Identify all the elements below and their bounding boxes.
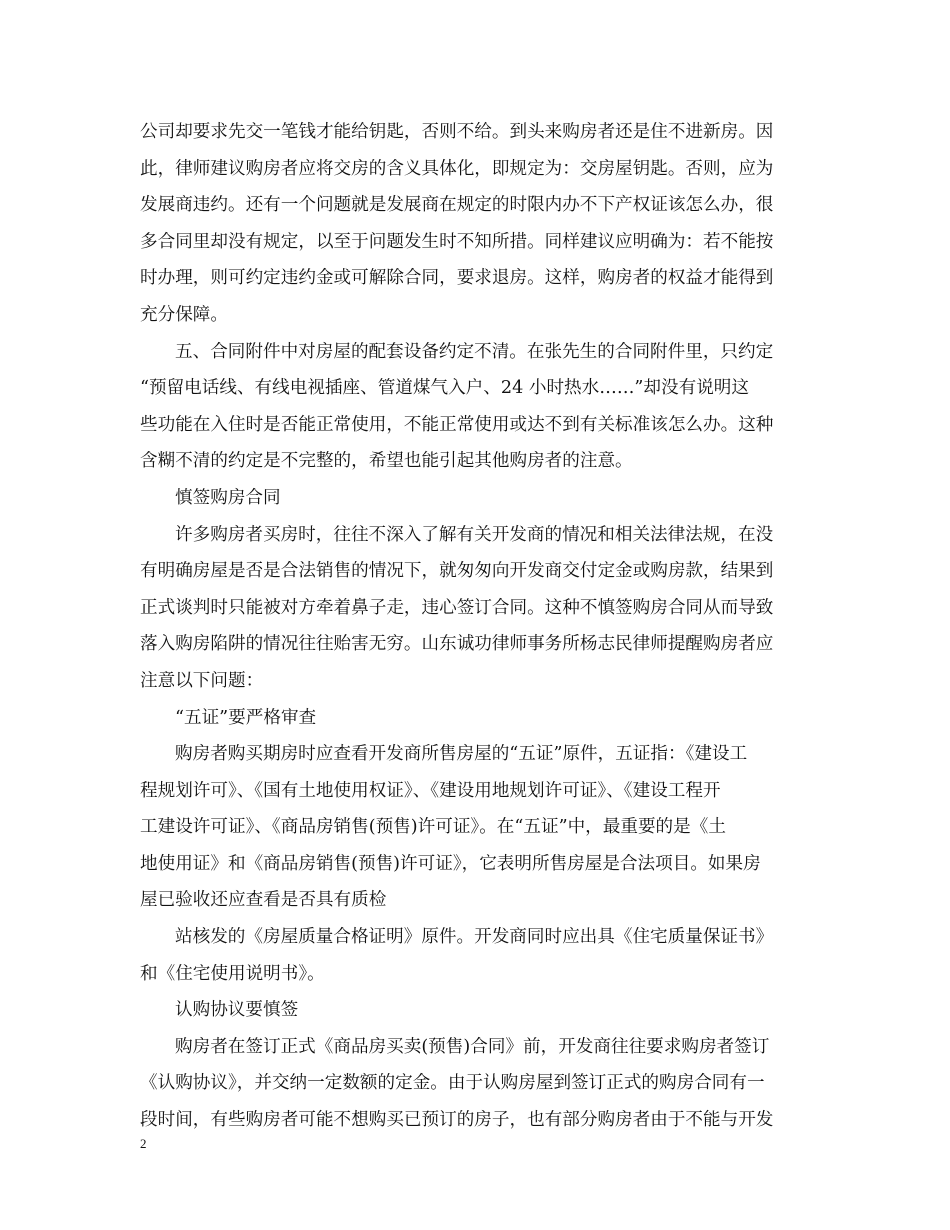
text-line: 落入购房陷阱的情况往往贻害无穷。山东诚功律师事务所杨志民律师提醒购房者应: [140, 634, 774, 655]
text-line: 含糊不清的约定是不完整的，希望也能引起其他购房者的注意。: [140, 451, 633, 472]
text-line: 五、合同附件中对房屋的配套设备约定不清。在张先生的合同附件里，只约定: [175, 341, 774, 362]
text-line: “预留电话线、有线电视插座、管道煤气入户、24 小时热水……”却没有说明这: [140, 378, 749, 399]
text-line: 时办理，则可约定违约金或可解除合同，要求退房。这样，购房者的权益才能得到: [140, 268, 774, 289]
text-line: “五证”要严格审查: [175, 707, 317, 728]
text-line: 有明确房屋是否是合法销售的情况下，就匆匆向开发商交付定金或购房款，结果到: [140, 561, 774, 582]
text-line: 购房者在签订正式《商品房买卖(预售)合同》前，开发商往往要求购房者签订: [175, 1036, 770, 1057]
text-line: 程规划许可》、《国有土地使用权证》、《建设用地规划许可证》、《建设工程开: [140, 780, 721, 801]
text-line: 慎签购房合同: [175, 487, 281, 508]
page-number: 2: [140, 1136, 147, 1151]
text-line: 此，律师建议购房者应将交房的含义具体化，即规定为：交房屋钥匙。否则，应为: [140, 158, 774, 179]
text-line: 公司却要求先交一笔钱才能给钥匙，否则不给。到头来购房者还是住不进新房。因: [140, 122, 774, 142]
text-line: 充分保障。: [140, 304, 228, 325]
text-line: 正式谈判时只能被对方牵着鼻子走，违心签订合同。这种不慎签购房合同从而导致: [140, 597, 774, 618]
text-line: 多合同里却没有规定，以至于问题发生时不知所措。同样建议应明确为：若不能按: [140, 231, 774, 252]
text-line: 发展商违约。还有一个问题就是发展商在规定的时限内办不下产权证该怎么办，很: [140, 195, 774, 216]
body-text: [140, 114, 812, 1139]
text-line: 注意以下问题：: [140, 670, 264, 691]
text-line: 地使用证》和《商品房销售(预售)许可证》，它表明所售房屋是合法项目。如果房: [140, 853, 761, 874]
text-line: 屋已验收还应查看是否具有质检: [140, 890, 387, 911]
text-line: 工建设许可证》、《商品房销售(预售)许可证》。在“五证”中，最重要的是《土: [140, 817, 726, 838]
text-line: 购房者购买期房时应查看开发商所售房屋的“五证”原件，五证指：《建设工: [175, 744, 748, 765]
text-line: 站核发的《房屋质量合格证明》原件。开发商同时应出具《住宅质量保证书》: [175, 927, 774, 948]
text-line: 《认购协议》，并交纳一定数额的定金。由于认购房屋到签订正式的购房合同有一: [140, 1073, 765, 1094]
text-line: 段时间，有些购房者可能不想购买已预订的房子，也有部分购房者由于不能与开发: [140, 1110, 774, 1131]
text-line: 和《住宅使用说明书》。: [140, 963, 325, 984]
text-line: 些功能在入住时是否能正常使用，不能正常使用或达不到有关标准该怎么办。这种: [140, 414, 774, 435]
text-line: 许多购房者买房时，往往不深入了解有关开发商的情况和相关法律法规，在没: [175, 524, 774, 545]
text-line: 认购协议要慎签: [175, 1000, 299, 1021]
